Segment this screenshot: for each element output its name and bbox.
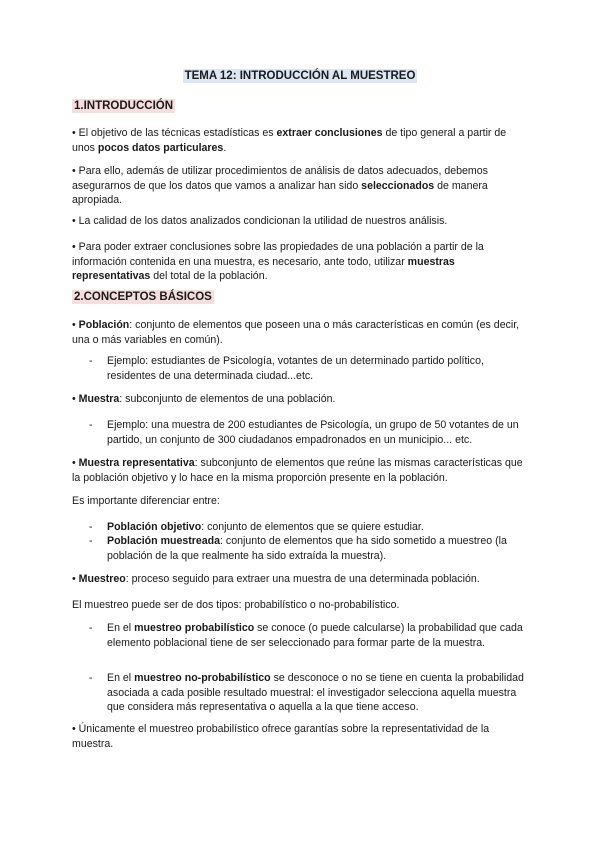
example-poblacion: Ejemplo: estudiantes de Psicología, votantes de un determinado partido político, residentes de una determinada ciudad...etc. [107, 355, 484, 382]
list-dash: - [89, 419, 93, 431]
paragraph-diferenciar: Es importante diferenciar entre: [72, 495, 220, 507]
item-poblacion-muestreada: Población muestreada: conjunto de elementos que ha sido sometido a muestreo (la población de la que realmente ha sido extraída la muestra). [107, 535, 507, 562]
paragraph-unicamente: • Únicamente el muestreo probabilístico ofrece garantías sobre la representatividad de la muestra. [72, 723, 490, 750]
definition-poblacion: • Población: conjunto de elementos que poseen una o más características en común (es decir, una o más variables en común). [72, 319, 520, 346]
list-dash: - [89, 622, 93, 634]
paragraph-conclusiones: • Para poder extraer conclusiones sobre las propiedades de una población a partir de la información contenida en una muestra, es necesario, ante todo, utilizar muestras representativas del total de la población. [72, 241, 484, 282]
paragraph-seleccion: • Para ello, además de utilizar procedimientos de análisis de datos adecuados, debemos asegurarnos de que los datos que vamos a analizar han sido seleccionados de manera apropiada. [72, 165, 488, 206]
paragraph-dos-tipos: El muestreo puede ser de dos tipos: probabilístico o no-probabilístico. [72, 599, 400, 611]
section-heading-conceptos: 2.CONCEPTOS BÁSICOS [74, 291, 212, 303]
paragraph-objetivo: • El objetivo de las técnicas estadísticas es extraer conclusiones de tipo general a partir de unos pocos datos particulares. [72, 127, 507, 154]
paragraph-calidad: • La calidad de los datos analizados condicionan la utilidad de nuestros análisis. [72, 215, 448, 227]
item-poblacion-objetivo: Población objetivo: conjunto de elementos que se quiere estudiar. [107, 521, 424, 533]
definition-muestra-representativa: • Muestra representativa: subconjunto de elementos que reúne las mismas características que la población objetivo y lo hace en la misma proporción presente en la población. [72, 457, 523, 484]
list-dash: - [89, 535, 93, 547]
page-title: TEMA 12: INTRODUCCIÓN AL MUESTREO [184, 70, 416, 82]
section-heading-introduccion: 1.INTRODUCCIÓN [74, 100, 174, 112]
definition-muestreo: • Muestreo: proceso seguido para extraer una muestra de una determinada población. [72, 573, 480, 585]
list-dash: - [89, 521, 93, 533]
item-muestreo-no-probabilistico: En el muestreo no-probabilístico se desconoce o no se tiene en cuenta la probabilidad asociada a cada posible resultado muestral: el investigador selecciona aquella muestra que considera más representativa o aquella a la que tiene acceso. [107, 672, 524, 713]
list-dash: - [89, 672, 93, 684]
list-dash: - [89, 355, 93, 367]
item-muestreo-probabilistico: En el muestreo probabilístico se conoce (o puede calcularse) la probabilidad que cada elemento poblacional tiene de ser seleccionado para formar parte de la muestra. [107, 622, 523, 649]
example-muestra: Ejemplo: una muestra de 200 estudiantes de Psicología, un grupo de 50 votantes de un partido, un conjunto de 300 ciudadanos empadronados en un municipio... etc. [107, 419, 519, 446]
definition-muestra: • Muestra: subconjunto de elementos de una población. [72, 393, 336, 405]
